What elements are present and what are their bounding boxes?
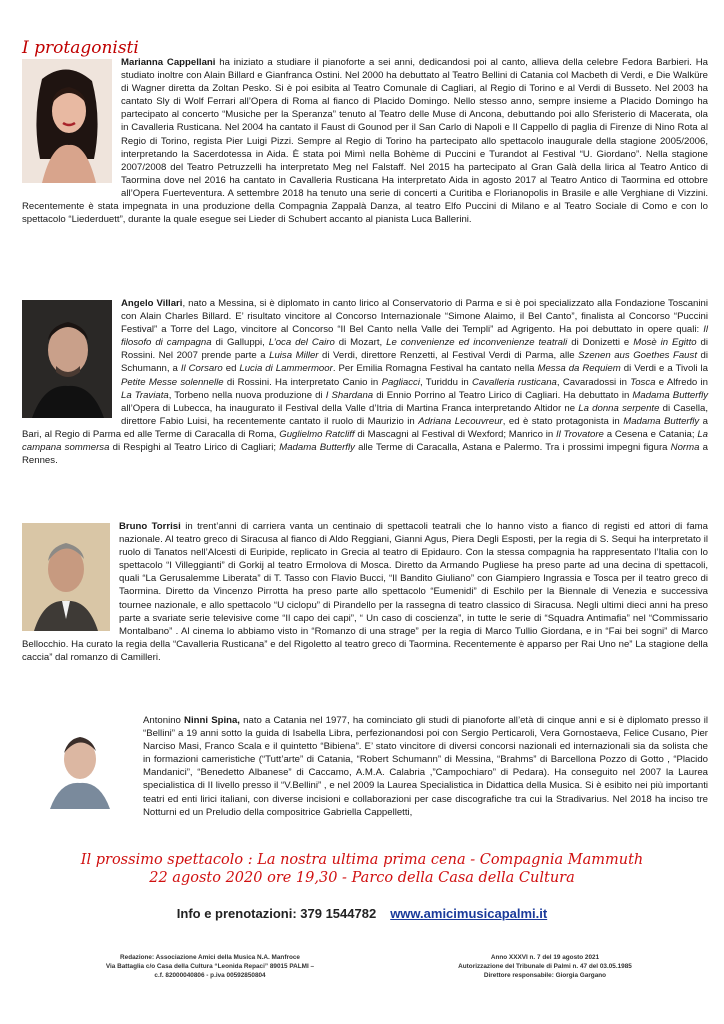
footer-line: Via Battaglia c/o Casa della Cultura “Leonida Repaci” 89015 PALMI – [105, 963, 315, 970]
bio-run: in trent’anni di carriera vanta un centinaio di spettacoli teatrali che lo hanno visto a fianco di registi ed attori di fama nazionale. Al teatro greco di Siracusa al fianco di Aldo Reggiani, Gianni Agus, Piera Degli Esposti, per la regia di S. Sequi ha interpretato il ruolo di Tanatos nell’Alcesti di Euripide, replicato in Grecia al teatro di Epidauro. Con la stessa compagnia ha rappresentato l’Italia con lo spettacolo “I Villeggianti” di Gorkij al teatro Ermolova di Mosca. Diretto da Armando Pugliese ha preso parte ad una decina di spettacoli, quali “La Gerusalemme Liberata” di T. Tasso con Flavio Bucci, “Il Bandito Giuliano” con Giampiero Ingrassia e Tosca per il teatro greco di Taormina. Diretto da Vincenzo Pirrotta ha preso parte allo spettacolo “Eumenidi” di Eschilo per la Biennale di Venezia e successiva tournee nazionale, e allo spettacolo “U ciclopu” di Pirandello per la rassegna di teatro classico di Siracusa. Negli ultimi dieci anni ha preso parte a svariate serie televisive come “Il capo dei capi”, “ Un caso di coscienza”, in tutte le serie di “Squadra Antimafia” nel “Commissario Montalbano” . Al cinema lo abbiamo visto in “Romanzo di una strage” per la regia di Marco Tullio Giordana, e in “Fai bei sogni” di Marco Bellocchio. Ha curato la regia della “Cavalleria Rusticana” e del Rigoletto al teatro greco di Taormina. Recentemente è apparso per Rai Uno ne” La stagione della caccia” dal romanzo di Camilleri. [22, 521, 708, 663]
footer-line: c.f. 82000040806 - p.iva 00592850804 [154, 972, 266, 979]
work-title: Le convenienze ed inconvenienze teatrali [386, 337, 568, 349]
bio-run: all’Opera di Lubecca, ha inaugurato il Festival della Valle d’Itria di Martina Franca interpretando Altidor ne [121, 402, 579, 414]
bio-section [22, 714, 708, 819]
work-title: La donna serpente [578, 402, 660, 414]
footer-issue-info [410, 953, 680, 980]
footer-line: Redazione: Associazione Amici della Musica N.A. Manfroce [120, 954, 300, 961]
work-title: Il Corsaro [180, 363, 223, 375]
footer-line: Anno XXXVI n. 7 del 19 agosto 2021 [490, 954, 600, 961]
bio-run: Antonino [143, 715, 185, 726]
work-title: I Shardana [325, 389, 374, 401]
work-title: Madama Butterfly [279, 442, 355, 454]
work-title: Madama Butterfly [632, 389, 708, 401]
work-title: Il filosofo di campagna [121, 324, 708, 349]
bio-section [22, 297, 708, 467]
bio-run: di Donizetti e [567, 337, 634, 349]
bio-section [22, 56, 708, 226]
bio-run: a Rennes. [22, 442, 708, 467]
bio-run: di Rossini. Nel 2007 prende parte a [121, 337, 709, 362]
bio-run: alle Terme di Caracalla, Astana e Palermo. Tra i prossimi impegni figura [354, 442, 671, 454]
work-title: Norma [670, 442, 700, 454]
portrait-photo [22, 300, 112, 418]
bio-text [22, 520, 708, 664]
website-link[interactable]: www.amicimusicapalmi.it [390, 906, 548, 921]
bio-run: . Per Emilia Romagna Festival ha cantato nella [332, 363, 538, 375]
footer-line: Direttore responsabile: Giorgia Gargano [483, 972, 607, 979]
portrait-photo [22, 59, 112, 183]
work-title: La Traviata [121, 389, 169, 401]
person-name: Bruno Torrisi [119, 521, 181, 532]
page-title: I protagonisti [22, 38, 139, 58]
info-line [0, 906, 724, 921]
bio-run: ed [222, 363, 240, 375]
bio-run: , Turiddu in [419, 376, 472, 388]
work-title: Cavalleria rusticana [471, 376, 557, 388]
bio-text [22, 56, 708, 226]
work-title: L’oca del Cairo [268, 337, 335, 349]
man-portrait-dark-icon [22, 300, 112, 418]
woman-portrait-icon [22, 59, 112, 183]
work-title: Lucia di Lammermoor [239, 363, 333, 375]
work-title: Tosca [630, 376, 656, 388]
portrait-photo [22, 717, 134, 809]
bio-run: di Verdi e a Tivoli la [620, 363, 708, 375]
bio-run: di Schumann, a [121, 350, 708, 375]
bio-run: ha iniziato a studiare il pianoforte a sei anni, dedicandosi poi al canto, allieva della celebre Fedora Barbieri. Ha studiato inoltre con Alain Billard e Gianfranca Ostini. Nel 2000 ha debuttato al Teatro Bellini di Catania col Macbeth di Verdi, e Die Walküre di Wagner diretta da Zoltan Pesko. Si è poi esibita al Teatro Comunale di Cagliari, al Regio di Torino e al Verdi di Busseto. Nel 2003 ha cantato Sly di Wolf Ferrari all’Opera di Roma al fianco di Placido Domingo. Nello stesso anno, sempre insieme a Placido Domingo ha partecipato al concerto “Musiche per la Speranza” tenuto al Teatro delle Muse di Ancona, debuttando poi allo Sferisterio di Macerata, ola in Cavalleria Rusticana. Nel 2004 ha cantato il Faust di Gounod per il San Carlo di Napoli e Il Cappello di paglia di Firenze di Nino Rota al Regio di Torino, regista Pier Luigi Pizzi. Sempre al Regio di Torino ha partecipato allo spettacolo inaugurale della stagione 2005/2006, interpretando la Sacerdotessa in Aida. È stata poi Mimì nella Bohème di Puccini e Turandot al Festival “U. Giordano”. Nella stagione 2007/2008 del Teatro Petruzzelli ha interpretato Meg nel Falstaff. Nel 2015 ha partecipato al Gran Galà della lirica al Teatro Antico di Taormina dove nel 2016 ha cantato in Cavalleria Rusticana Ha interpretato Aida in agosto 2017 al Teatro Antico di Taormina ed ottobre all’Opera Fuerteventura. A settembre 2018 ha tenuto una serie di concerti a Curitiba e Florianopolis in Brasile e alle Verghiane di Vizzini. Recentemente è stata impegnata in una produzione della Compagnia Zappalà Danza, al teatro Elfo Puccini di Milano e al Teatro Sociale di Como e con lo spettacolo “Liederduett”, durante la quale esegue sei Lieder di Schubert accanto al pianista Luca Ballerini. [22, 57, 708, 226]
work-title: La campana sommersa [22, 428, 708, 454]
footer-line: Autorizzazione del Tribunale di Palmi n. 47 del 03.05.1985 [458, 963, 632, 970]
footer-publisher [60, 953, 360, 980]
work-title: Messa da Requiem [537, 363, 621, 375]
work-title: Pagliacci [381, 376, 420, 388]
bio-run: , ed è stato protagonista in [502, 415, 624, 427]
bio-run: nato a Catania nel 1977, ha cominciato gli studi di pianoforte all’età di cinque anni e si è diplomato presso il “Bellini” a 19 anni sotto la guida di Isabella Libra, perfezionandosi poi con Sergio Perticaroli, Vera Gornostaeva, Felice Cusano, Pier Narciso Masi, Franco Scala e il quintetto “Bibiena”. E’ stato vincitore di diversi concorsi nazionali ed internazionali sia da solista che in formazioni cameristiche (“Tutt’arte” di Catania, “Robert Schumann” di Messina, “Brahms” di Barcellona Pozzo di Gotto , “Placido Mandanici”, “Benedetto Albanese” di Caccamo, A.M.A. Calabria ,”Campochiaro” di Pedara). Ha conseguito nel 2007 la Laurea specialistica di II livello presso il “V.Bellini” , e nel 2009 la Laurea Specialistica in Didattica della Musica. Si è esibito nei più importanti teatri ed enti lirici italiani, con diverse incisioni e collaborazioni per case discografiche tra cui la Stradivarius. Nel 2018 ha inciso tre Notturni ed un Preludio della compositrice Gabriella Cappelletti, [143, 715, 708, 818]
bio-run: e Alfredo in [655, 376, 709, 388]
work-title: Szenen aus Goethes Faust [578, 350, 697, 362]
bio-section [22, 520, 708, 664]
bio-run: di Galluppi, [211, 337, 269, 349]
bio-run: di Casella, direttore Fabio Luisi, ha recentemente cantato il ruolo di Maurizio in [121, 402, 709, 427]
bio-run: di Ennio Porrino al Teatro Lirico di Cagliari. Ha debuttato in [373, 389, 633, 401]
bio-run: di Mozart, [334, 337, 387, 349]
work-title: Luisa Miller [269, 350, 319, 362]
work-title: Madama Butterfly [623, 415, 700, 427]
work-title: Il Trovatore [555, 428, 604, 440]
bio-run: , Cavaradossi in [556, 376, 631, 388]
work-title: Guglielmo Ratcliff [279, 428, 355, 440]
person-name: Ninni Spina, [184, 715, 240, 726]
work-title: Adriana Lecouvreur [418, 415, 503, 427]
bio-run: , nato a Messina, si è diplomato in canto lirico al Conservatorio di Parma e si è poi specializzato alla Fondazione Toscanini con Alain Charles Billard. E’ risultato vincitore al Concorso Internazionale “Simone Alaimo, il Bel Canto”, finalista al Concorso “Puccini Festival” a Torre del Lago, vincitore al Concorso “Il Bel Canto nella Valle dei Templi” ad Agrigento. Ha poi debuttato in opere quali: [121, 298, 708, 336]
bio-text [22, 297, 708, 467]
man-portrait-grey-icon [22, 523, 110, 631]
bio-run: a Cesena e Catania; [603, 428, 698, 440]
bio-run: di Rossini. Ha interpretato Canio in [223, 376, 382, 388]
man-portrait-light-icon [22, 717, 134, 809]
person-name: Angelo Villari [121, 298, 183, 309]
bio-run: , Torbeno nella nuova produzione di [168, 389, 326, 401]
portrait-photo [22, 523, 110, 631]
info-phone: Info e prenotazioni: 379 1544782 [176, 906, 377, 921]
bio-run: di Verdi, direttore Renzetti, al Festival Verdi di Parma, alle [318, 350, 579, 362]
work-title: Petite Messe solennelle [121, 376, 224, 388]
work-title: Mosè in Egitto [633, 337, 697, 349]
bio-run: di Mascagni al Festival di Wexford; Manrico in [354, 428, 556, 440]
bio-run: di Respighi al Teatro Lirico di Cagliari; [109, 442, 280, 454]
bio-run: a Bari, al Regio di Parma ed alle Terme di Caracalla di Roma, [22, 415, 708, 440]
next-show-date: 22 agosto 2020 ore 19,30 - Parco della Casa della Cultura [149, 870, 575, 886]
next-show-title: Il prossimo spettacolo : La nostra ultima prima cena - Compagnia Mammuth [80, 852, 644, 868]
person-name: Marianna Cappellani [121, 57, 216, 68]
